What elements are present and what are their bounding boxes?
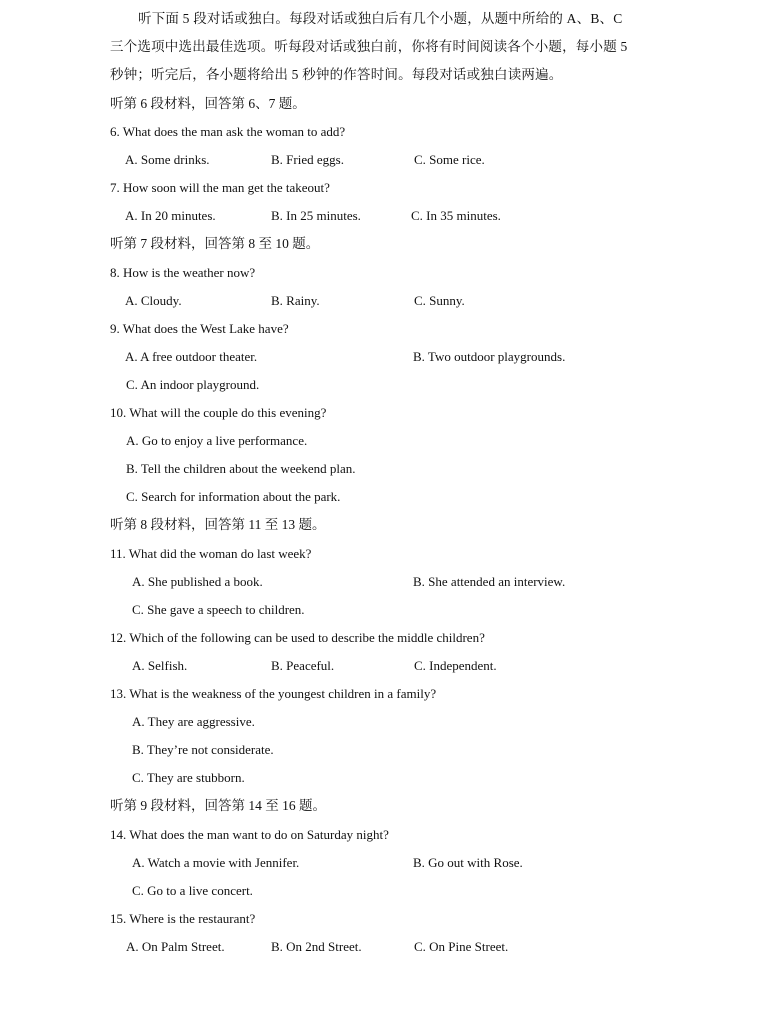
q15-option-c: C. On Pine Street.: [414, 939, 509, 954]
q15-option-b: B. On 2nd Street.: [271, 939, 362, 954]
q14-option-c: C. Go to a live concert.: [132, 883, 253, 898]
q8-option-a: A. Cloudy.: [125, 293, 182, 308]
q10-option-c: C. Search for information about the park.: [126, 489, 341, 504]
q13-option-b: B. They’re not considerate.: [132, 742, 274, 757]
question-11: 11. What did the woman do last week?: [110, 546, 312, 561]
q9-option-b: B. Two outdoor playgrounds.: [413, 349, 566, 364]
q7-option-a: A. In 20 minutes.: [125, 208, 216, 223]
q14-option-a: A. Watch a movie with Jennifer.: [132, 855, 300, 870]
question-13: 13. What is the weakness of the youngest children in a family?: [110, 686, 437, 701]
section-heading-9: 听第 9 段材料，回答第 14 至 16 题。: [110, 798, 326, 813]
q12-option-a: A. Selfish.: [132, 658, 188, 673]
section-heading-7: 听第 7 段材料，回答第 8 至 10 题。: [110, 236, 320, 251]
q11-option-c: C. She gave a speech to children.: [132, 602, 305, 617]
q8-option-c: C. Sunny.: [414, 293, 465, 308]
instructions-line-2: 三个选项中选出最佳选项。听每段对话或独白前，你将有时间阅读各个小题，每小题 5: [110, 39, 628, 54]
q10-option-b: B. Tell the children about the weekend plan.: [126, 461, 356, 476]
q8-option-b: B. Rainy.: [271, 293, 320, 308]
q13-option-a: A. They are aggressive.: [132, 714, 255, 729]
q10-option-a: A. Go to enjoy a live performance.: [126, 433, 308, 448]
q7-option-b: B. In 25 minutes.: [271, 208, 361, 223]
section-heading-6: 听第 6 段材料，回答第 6、7 题。: [110, 96, 306, 111]
q9-option-a: A. A free outdoor theater.: [125, 349, 258, 364]
question-6: 6. What does the man ask the woman to add?: [110, 124, 346, 139]
q9-option-c: C. An indoor playground.: [126, 377, 260, 392]
q6-option-b: B. Fried eggs.: [271, 152, 344, 167]
q11-option-a: A. She published a book.: [132, 574, 263, 589]
q7-option-c: C. In 35 minutes.: [411, 208, 501, 223]
q12-option-c: C. Independent.: [414, 658, 497, 673]
q6-option-c: C. Some rice.: [414, 152, 485, 167]
q11-option-b: B. She attended an interview.: [413, 574, 566, 589]
q14-option-b: B. Go out with Rose.: [413, 855, 523, 870]
q15-option-a: A. On Palm Street.: [126, 939, 225, 954]
question-9: 9. What does the West Lake have?: [110, 321, 289, 336]
question-8: 8. How is the weather now?: [110, 265, 256, 280]
question-14: 14. What does the man want to do on Saturday night?: [110, 827, 389, 842]
instructions-line-3: 秒钟；听完后，各小题将给出 5 秒钟的作答时间。每段对话或独白读两遍。: [110, 67, 563, 82]
question-12: 12. Which of the following can be used to describe the middle children?: [110, 630, 485, 645]
instructions-line-1: 听下面 5 段对话或独白。每段对话或独白后有几个小题，从题中所给的 A、B、C: [138, 11, 623, 26]
q13-option-c: C. They are stubborn.: [132, 770, 245, 785]
section-heading-8: 听第 8 段材料，回答第 11 至 13 题。: [110, 517, 326, 532]
question-15: 15. Where is the restaurant?: [110, 911, 256, 926]
q12-option-b: B. Peaceful.: [271, 658, 335, 673]
q6-option-a: A. Some drinks.: [125, 152, 210, 167]
question-7: 7. How soon will the man get the takeout?: [110, 180, 330, 195]
question-10: 10. What will the couple do this evening?: [110, 405, 327, 420]
